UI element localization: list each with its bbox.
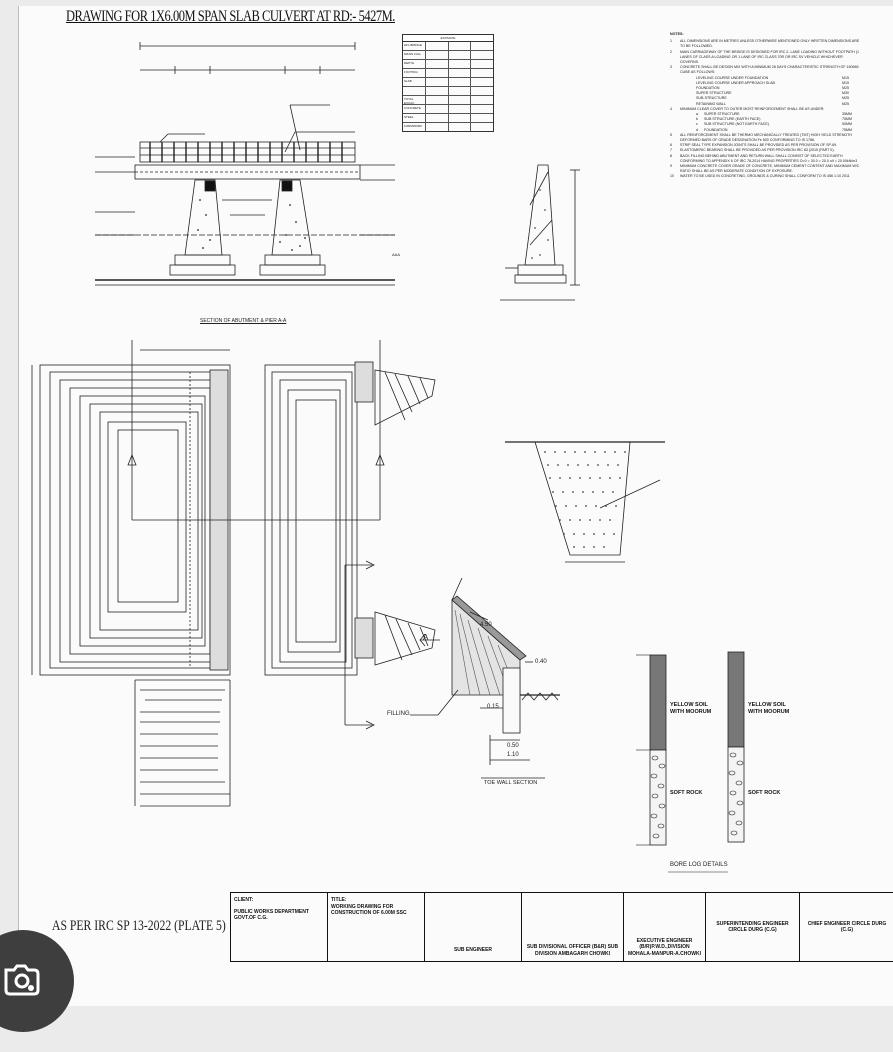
title-block: [230, 892, 893, 962]
table-row: [403, 114, 493, 123]
section-aa-label: SECTION OF ABUTMENT & PIER A-A: [200, 318, 287, 324]
note-item: 9 MINIMUM CONCRETE COVER GRADE OF CONCRETE, MINIMUM CEMENT CONTENT AND MAXIMUM W/C RATIO SHALL BE AS PER MODERATE CONDITION OF EXPOSURE.: [670, 164, 860, 174]
note-level: SUPER STRUCTURE M30: [696, 91, 849, 96]
toe-dim-015: 0.15: [487, 704, 499, 710]
table-row: [403, 105, 493, 114]
table-cell: [426, 87, 449, 95]
irc-reference: AS PER IRC SP 13-2022 (PLATE 5): [52, 918, 226, 934]
toe-dim-050: 0.50: [507, 743, 519, 749]
table-cell: CONCRETE: [403, 105, 426, 113]
table-cell: FORMWORK: [403, 123, 426, 131]
note-item: 8 BACK FILLING BEHIND ABUTMENT AND RETURN WALL SHALL CONSIST OF SELECTED EARTH CONFORMING TO APPENDIX 6 OF IRC 78-2014 HAVING PROPERTIES O=0 = 30.0 = 20.0 o/t = 20.00kN/m3: [670, 153, 858, 163]
note-level: FOUNDATION M25: [696, 86, 849, 91]
note-item: 2 MAIN CARRIAGEWAY OF THE BRIDGE IS DESIGNED FOR IRC 2- LANE LOADING WITHOUT FOOTPATH (1 LANES OF CLASS A LOADING OR 1 LANE OF IRC CLASS 70R OR IRC SV VEHICLE WHICHEVER GOVERNS.: [670, 49, 859, 65]
table-row: [403, 60, 493, 69]
note-cover: c SUB STRUCTURE (NOT EARTH FACE) 50MM: [696, 122, 852, 127]
signatory-sdo: SUB DIVISIONAL OFFICER (B&R) SUB DIVISION AMBAGARH CHOWKI: [522, 893, 624, 961]
table-row: [403, 87, 493, 96]
table-cell: [471, 96, 493, 104]
table-cell: [449, 69, 472, 77]
client-name: PUBLIC WORKS DEPARTMENT GOVT.OF C.G.: [234, 908, 309, 921]
note-item: 3 CONCRETE SHALL BE DESIGN MIX WITH A MINIMUM 28 DAYS CHARACTERISTIC STRENGTH OF 150MM CUBE AS FOLLOWS:: [670, 65, 859, 75]
table-cell: [449, 96, 472, 104]
client-label: CLIENT:: [234, 897, 254, 903]
bore-left-soil-label: YELLOW SOIL WITH MOORUM: [670, 702, 712, 715]
table-cell: [471, 69, 493, 77]
note-level: SUB-STRUCTURE M25: [696, 96, 849, 101]
note-cover: b SUB STRUCTURE (EARTH FACE) 75MM: [696, 117, 852, 122]
table-cell: SLAB: [403, 78, 426, 86]
bore-log-details-label: BORE LOG DETAILS: [670, 862, 728, 868]
toe-dim-450: 4.50: [480, 622, 492, 628]
table-cell: [426, 42, 449, 50]
abutment-section: [500, 165, 580, 300]
section-marker-a: A: [423, 633, 429, 642]
table-cell: [449, 114, 472, 122]
schedule-table: [402, 34, 494, 132]
note-item: 1 ALL DIMENSIONS ARE IN METRES UNLESS OTHERWISE MENTIONED ONLY WRITTEN DIMENSIONS ARE TO BE FOLLOWED.: [670, 39, 860, 49]
toe-dim-110: 1.10: [507, 752, 519, 758]
bridge-elevation: [95, 42, 395, 285]
note-level: RETAINING WALL M25: [696, 101, 849, 106]
table-cell: [471, 42, 493, 50]
foundation-trench: [505, 442, 665, 562]
table-cell: [426, 105, 449, 113]
table-row: [403, 69, 493, 78]
table-row: [403, 51, 493, 60]
toe-wall-section-label: TOE WALL SECTION: [484, 780, 538, 786]
table-cell: [471, 51, 493, 59]
plan-view: [32, 340, 380, 806]
table-cell: [403, 87, 426, 95]
drawing-title: DRAWING FOR 1X6.00M SPAN SLAB CULVERT AT RD:- 5427M.: [66, 8, 395, 25]
note-item: 10 WATER TO BE USED IN CONCRETING, GROUNDS & CURING SHALL CONFORM TO IS 456 1:10 2011: [670, 174, 850, 179]
table-cell: [449, 78, 472, 86]
signatory-sub-engineer: SUB ENGINEER: [425, 893, 522, 961]
bore-left-rock-label: SOFT ROCK: [670, 790, 703, 796]
signatory-executive-engineer: EXECUTIVE ENGINEER (B/R)P.W.D.,DIVISION MOHALA-MANPUR-A.CHOWKI: [624, 893, 706, 961]
table-cell: [449, 105, 472, 113]
table-row: [403, 123, 493, 131]
table-cell: [449, 42, 472, 50]
bore-right-rock-label: SOFT ROCK: [748, 790, 781, 796]
bore-log-left: [636, 655, 666, 845]
note-level: LEVELING COURSE UNDER APPROACH SLAB M15: [696, 80, 849, 85]
note-item: 5 ALL REINFORCEMENT SHALL BE THERMO MECHANICALLY TREATED (TMT) HIGH YIELD STRENGTH DEFORMED BARS OF GRADE DESIGNATION Fe 500 CONFORMING TO IS 1786.: [670, 132, 852, 143]
table-cell: [449, 60, 472, 68]
table-cell: HFL BRIDGE: [403, 42, 426, 50]
aaa-label: AAA: [392, 252, 401, 257]
plan-view-wings: [265, 340, 440, 729]
table-cell: [471, 105, 493, 113]
toe-dim-040: 0.40: [535, 659, 547, 665]
table-cell: [471, 123, 493, 131]
title-label: TITLE:: [331, 897, 347, 903]
table-cell: [471, 87, 493, 95]
table-cell: [471, 78, 493, 86]
signatory-chief-engineer: CHIEF ENGINEER CIRCLE DURG (C.G): [807, 920, 887, 933]
table-cell: [426, 60, 449, 68]
bore-right-soil-label: YELLOW SOIL WITH MOORUM: [748, 702, 790, 715]
note-cover: a SUPER STRUCTURE 35MM: [696, 112, 852, 117]
table-cell: [471, 60, 493, 68]
table-cell: [449, 51, 472, 59]
table-cell: [426, 51, 449, 59]
table-cell: [426, 123, 449, 131]
title-text: WORKING DRAWING FOR CONSTRUCTION OF 6.00M SSC: [331, 903, 407, 916]
table-cell: STEEL: [403, 114, 426, 122]
table-cell: DEPTH: [403, 60, 426, 68]
bore-log-right: [728, 652, 744, 842]
table-cell: [471, 114, 493, 122]
table-cell: [449, 123, 472, 131]
table-cell: [426, 96, 449, 104]
table-cell: [426, 69, 449, 77]
note-cover: d FOUNDATION 75MM: [696, 127, 852, 132]
note-level: LEVELING COURSE UNDER FOUNDATION M15: [696, 75, 849, 80]
google-lens-icon[interactable]: [0, 960, 44, 1000]
table-cell: TOTAL EXCAV.: [403, 96, 426, 104]
notes-heading: NOTES:: [670, 32, 684, 36]
table-row: [403, 78, 493, 87]
notes-panel: [670, 32, 860, 180]
signatory-superintending-engineer: SUPERINTENDING ENGINEER CIRCLE DURG (C.G): [706, 893, 800, 961]
client-cell: [231, 893, 328, 961]
schedule-table-header: ESTIMATE: [403, 35, 493, 42]
note-item: 4 MINIMUM CLEAR COVER TO OUTER MOST REINFORCEMENT SHALL BE AS UNDER:: [670, 106, 825, 111]
bore-right-soil: [728, 652, 744, 747]
filling-label: FILLING: [387, 711, 410, 717]
table-cell: DRAIN FALL: [403, 51, 426, 59]
table-cell: [449, 87, 472, 95]
table-cell: FOOTING: [403, 69, 426, 77]
note-item: 6 STRIP SEAL TYPE EXPANSION JOINTS SHALL BE PROVIDED AS PER PROVISION OF SP-69.: [670, 143, 838, 148]
table-cell: [426, 78, 449, 86]
table-row: [403, 42, 493, 51]
note-item: 7 ELASTOMERIC BEARING SHALL BE PROVIDED AS PER PROVISION IRC 83 (2015 (PART II).: [670, 148, 835, 153]
toe-wall-drawing: [410, 578, 560, 778]
table-row: [403, 96, 493, 105]
table-cell: [426, 114, 449, 122]
bore-left-soil: [650, 655, 666, 750]
title-cell: [328, 893, 425, 961]
